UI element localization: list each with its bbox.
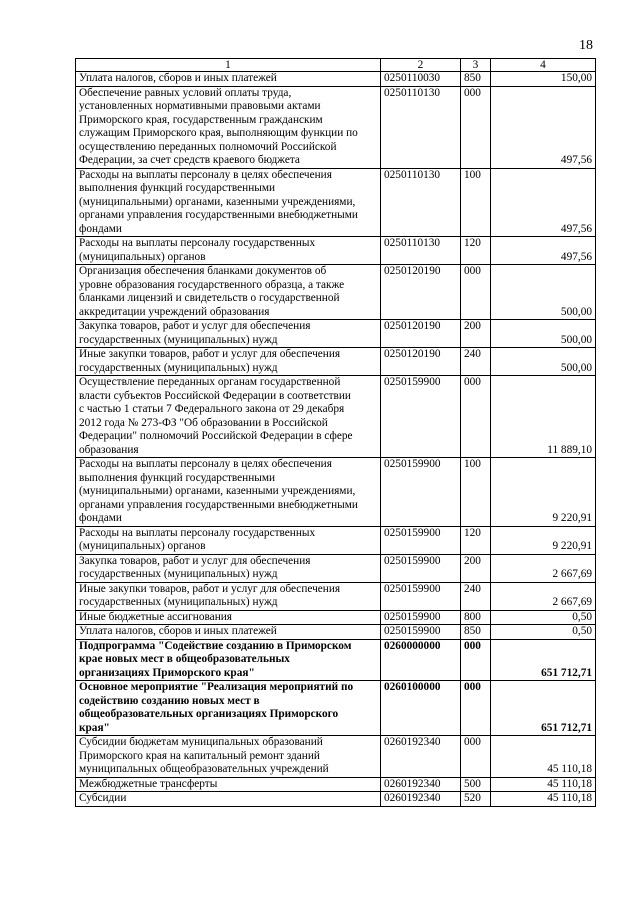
expense-type-cell: 120: [461, 526, 491, 554]
amount-cell: 497,56: [491, 237, 596, 265]
expense-type-cell: 850: [461, 625, 491, 640]
expense-type-cell: 100: [461, 458, 491, 527]
target-code-cell: 0250110030: [381, 72, 461, 87]
amount-cell: 9 220,91: [491, 526, 596, 554]
amount-cell: 500,00: [491, 348, 596, 376]
expense-type-cell: 000: [461, 736, 491, 778]
item-name-cell: Обеспечение равных условий оплаты труда, установленных нормативными правовыми актами Приморского края, государственным гражданским служащим Приморского края, выполняющим функции по осуществлению переданных полномочий Российской Федерации, за счет средств краевого бюджета: [76, 86, 381, 168]
item-name-cell: Иные бюджетные ассигнования: [76, 610, 381, 625]
table-row: [76, 639, 596, 681]
table-row: [76, 376, 596, 458]
table-row: [76, 458, 596, 527]
amount-cell: 0,50: [491, 610, 596, 625]
expense-type-cell: 000: [461, 639, 491, 681]
item-name-cell: Осуществление переданных органам государственной власти субъектов Российской Федерации в соответствии с частью 1 статьи 7 Федерального закона от 29 декабря 2012 года № 273-ФЗ "Об образовании в Российской Федерации" полномочий Российской Федерации в сфере образования: [76, 376, 381, 458]
expense-type-cell: 500: [461, 777, 491, 792]
expense-type-cell: 100: [461, 168, 491, 237]
amount-cell: 150,00: [491, 72, 596, 87]
table-row: [76, 526, 596, 554]
item-name-cell: Расходы на выплаты персоналу государственных (муниципальных) органов: [76, 237, 381, 265]
amount-cell: 497,56: [491, 168, 596, 237]
target-code-cell: 0250159900: [381, 376, 461, 458]
table-row: [76, 554, 596, 582]
table-row: [76, 792, 596, 807]
item-name-cell: Межбюджетные трансферты: [76, 777, 381, 792]
target-code-cell: 0250120190: [381, 320, 461, 348]
target-code-cell: 0250159900: [381, 582, 461, 610]
table-row: [76, 610, 596, 625]
target-code-cell: 0250110130: [381, 237, 461, 265]
amount-cell: 11 889,10: [491, 376, 596, 458]
expense-type-cell: 240: [461, 348, 491, 376]
target-code-cell: 0260100000: [381, 681, 461, 736]
target-code-cell: 0250159900: [381, 610, 461, 625]
expense-type-cell: 000: [461, 265, 491, 320]
item-name-cell: Уплата налогов, сборов и иных платежей: [76, 625, 381, 640]
expense-type-cell: 200: [461, 554, 491, 582]
target-code-cell: 0260192340: [381, 777, 461, 792]
amount-cell: 2 667,69: [491, 554, 596, 582]
item-name-cell: Основное мероприятие "Реализация мероприятий по содействию созданию новых мест в общеобразовательных организациях Приморского края": [76, 681, 381, 736]
item-name-cell: Уплата налогов, сборов и иных платежей: [76, 72, 381, 87]
header-cell-amount: 4: [491, 59, 596, 72]
table-row: [76, 681, 596, 736]
item-name-cell: Иные закупки товаров, работ и услуг для обеспечения государственных (муниципальных) нужд: [76, 582, 381, 610]
table-row: [76, 320, 596, 348]
target-code-cell: 0260192340: [381, 792, 461, 807]
target-code-cell: 0260192340: [381, 736, 461, 778]
item-name-cell: Закупка товаров, работ и услуг для обеспечения государственных (муниципальных) нужд: [76, 554, 381, 582]
expense-type-cell: 240: [461, 582, 491, 610]
table-row: [76, 72, 596, 87]
amount-cell: 45 110,18: [491, 777, 596, 792]
item-name-cell: Субсидии: [76, 792, 381, 807]
table-row: [76, 237, 596, 265]
expense-type-cell: 850: [461, 72, 491, 87]
item-name-cell: Иные закупки товаров, работ и услуг для обеспечения государственных (муниципальных) нужд: [76, 348, 381, 376]
amount-cell: 651 712,71: [491, 681, 596, 736]
item-name-cell: Закупка товаров, работ и услуг для обеспечения государственных (муниципальных) нужд: [76, 320, 381, 348]
target-code-cell: 0250110130: [381, 168, 461, 237]
header-cell-code: 2: [381, 59, 461, 72]
target-code-cell: 0250120190: [381, 265, 461, 320]
expense-type-cell: 000: [461, 376, 491, 458]
item-name-cell: Подпрограмма "Содействие созданию в Приморском крае новых мест в общеобразовательных организациях Приморского края": [76, 639, 381, 681]
amount-cell: 500,00: [491, 265, 596, 320]
item-name-cell: Организация обеспечения бланками документов об уровне образования государственного образца, а также бланками лицензий и свидетельств о государственной аккредитации учреждений образования: [76, 265, 381, 320]
target-code-cell: 0250159900: [381, 458, 461, 527]
amount-cell: 651 712,71: [491, 639, 596, 681]
target-code-cell: 0250110130: [381, 86, 461, 168]
amount-cell: 2 667,69: [491, 582, 596, 610]
table-row: [76, 777, 596, 792]
header-cell-type: 3: [461, 59, 491, 72]
item-name-cell: Расходы на выплаты персоналу в целях обеспечения выполнения функций государственными (муниципальными) органами, казенными учреждениями, органами управления государственными внебюджетными фондами: [76, 168, 381, 237]
item-name-cell: Расходы на выплаты персоналу в целях обеспечения выполнения функций государственными (муниципальными) органами, казенными учреждениями, органами управления государственными внебюджетными фондами: [76, 458, 381, 527]
item-name-cell: Субсидии бюджетам муниципальных образований Приморского края на капитальный ремонт зданий муниципальных общеобразовательных учреждений: [76, 736, 381, 778]
table-row: [76, 582, 596, 610]
amount-cell: 9 220,91: [491, 458, 596, 527]
target-code-cell: 0250120190: [381, 348, 461, 376]
target-code-cell: 0250159900: [381, 554, 461, 582]
table-row: [76, 736, 596, 778]
budget-table-body: [76, 72, 596, 807]
amount-cell: 497,56: [491, 86, 596, 168]
amount-cell: 0,50: [491, 625, 596, 640]
expense-type-cell: 120: [461, 237, 491, 265]
amount-cell: 45 110,18: [491, 736, 596, 778]
table-row: [76, 168, 596, 237]
table-row: [76, 86, 596, 168]
table-row: [76, 625, 596, 640]
table-row: [76, 265, 596, 320]
header-row: [76, 59, 596, 72]
page-number: 18: [579, 38, 593, 53]
expense-type-cell: 200: [461, 320, 491, 348]
expense-type-cell: 000: [461, 681, 491, 736]
amount-cell: 45 110,18: [491, 792, 596, 807]
table-header: [76, 59, 596, 72]
expense-type-cell: 000: [461, 86, 491, 168]
expense-type-cell: 800: [461, 610, 491, 625]
target-code-cell: 0250159900: [381, 526, 461, 554]
budget-table: [75, 58, 596, 807]
header-cell-name: 1: [76, 59, 381, 72]
target-code-cell: 0250159900: [381, 625, 461, 640]
target-code-cell: 0260000000: [381, 639, 461, 681]
amount-cell: 500,00: [491, 320, 596, 348]
expense-type-cell: 520: [461, 792, 491, 807]
item-name-cell: Расходы на выплаты персоналу государственных (муниципальных) органов: [76, 526, 381, 554]
table-row: [76, 348, 596, 376]
